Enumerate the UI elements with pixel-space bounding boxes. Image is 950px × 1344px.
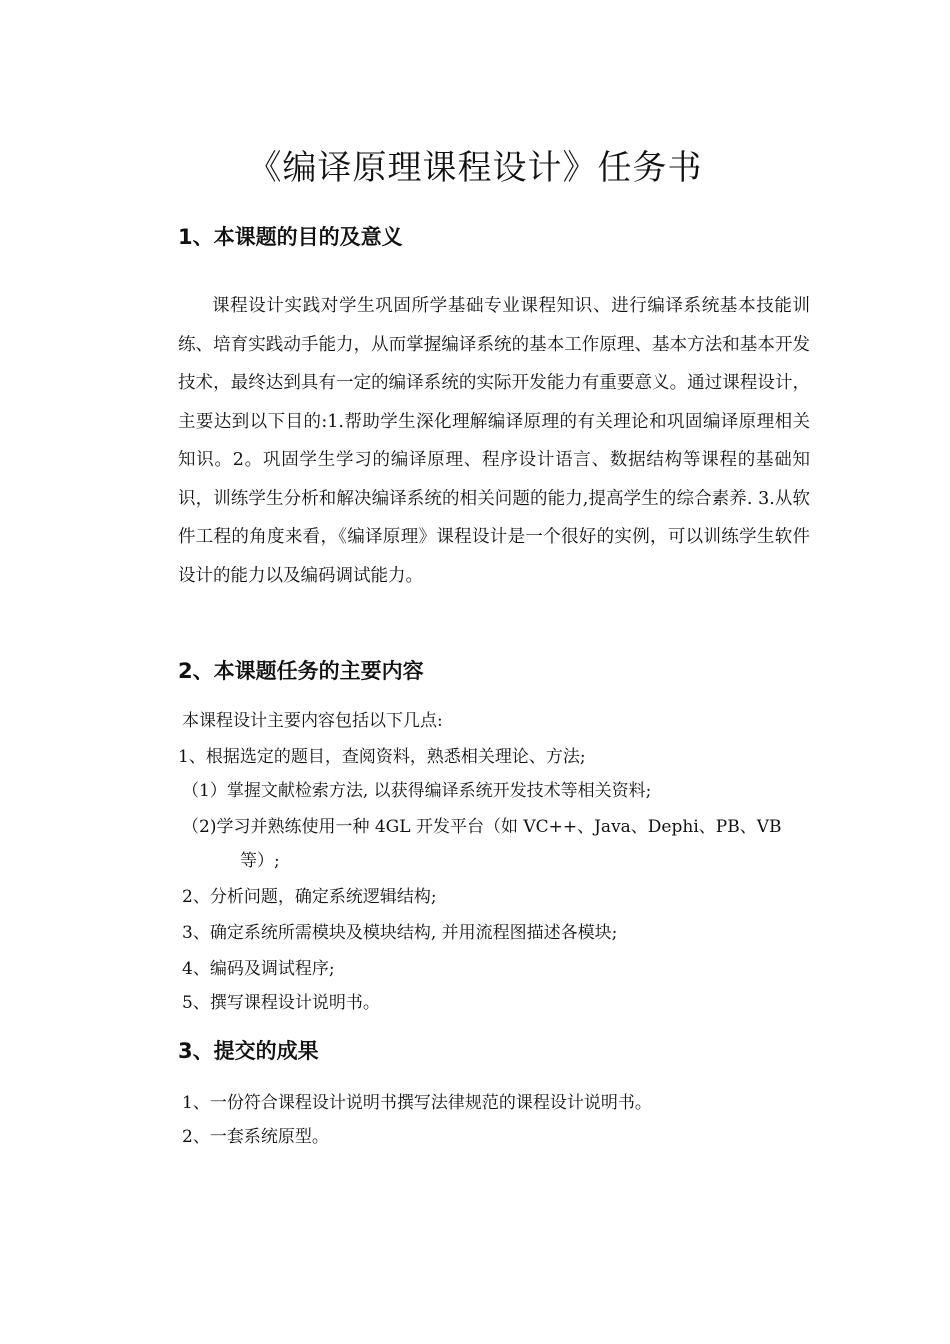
section2-heading: 2、本课题任务的主要内容: [178, 659, 424, 683]
document-title: 《编译原理课程设计》任务书: [247, 148, 703, 188]
section3-item-2: 2、一套系统原型。: [182, 1127, 329, 1147]
section2-subitem-1: （1）掌握文献检索方法, 以获得编译系统开发技术等相关资料;: [182, 781, 652, 801]
section3-item-1: 1、一份符合课程设计说明书撰写法律规范的课程设计说明书。: [182, 1093, 652, 1113]
section2-item-2: 2、分析问题，确定系统逻辑结构;: [182, 887, 437, 907]
section2-intro: 本课程设计主要内容包括以下几点:: [182, 711, 443, 731]
section2-subitem-2-line2: 等）;: [240, 851, 280, 871]
section2-item-3: 3、确定系统所需模块及模块结构, 并用流程图描述各模块;: [182, 923, 618, 943]
section2-subitem-2: [182, 810, 812, 878]
section2-subitem-2-line1: （2)学习并熟练使用一种 4GL 开发平台（如 VC++、Java、Dephi、PB、VB: [182, 817, 782, 837]
section2-item-1: 1、根据选定的题目，查阅资料，熟悉相关理论、方法;: [178, 747, 586, 767]
section2-item-4: 4、编码及调试程序;: [182, 959, 335, 979]
section3-heading: 3、提交的成果: [178, 1039, 319, 1063]
section1-paragraph: 课程设计实践对学生巩固所学基础专业课程知识、进行编译系统基本技能训练、培育实践动手能力，从而掌握编译系统的基本工作原理、基本方法和基本开发技术，最终达到具有一定的编译系统的实际开发能力有重要意义。通过课程设计，主要达到以下目的:1.帮助学生深化理解编译原理的有关理论和巩固编译原理相关知识。2。巩固学生学习的编译原理、程序设计语言、数据结构等课程的基础知识，训练学生分析和解决编译系统的相关问题的能力,提高学生的综合素养. 3.从软件工程的角度来看，《编译原理》课程设计是一个很好的实例，可以训练学生软件设计的能力以及编码调试能力。: [178, 296, 810, 586]
section1-heading: 1、本课题的目的及意义: [178, 225, 403, 249]
section2-item-5: 5、撰写课程设计说明书。: [182, 993, 380, 1013]
